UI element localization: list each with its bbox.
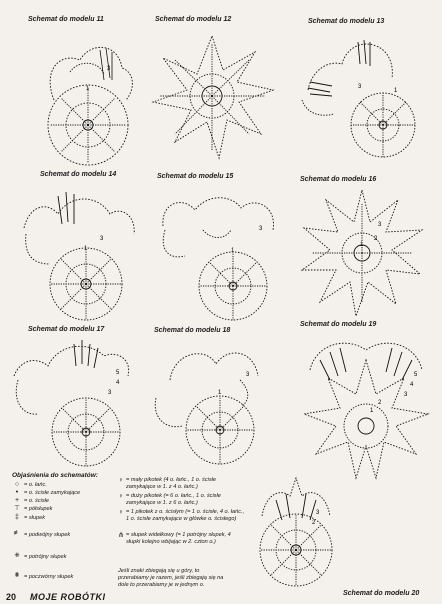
half-double-icon: ⊤ <box>13 505 21 512</box>
mark-17-4: 4 <box>116 380 120 386</box>
legend-item: = o. łańc. <box>24 482 47 488</box>
mark-19-5: 5 <box>414 372 418 378</box>
legend-title: Objaśnienia do schematów: <box>12 472 98 479</box>
legend-item: = o. ścisłe <box>24 498 50 504</box>
legend-item: = potrójny słupek <box>24 554 67 560</box>
crochet-diagram-19 <box>296 330 436 490</box>
legend-item: = poczwórny słupek <box>24 574 74 580</box>
crochet-diagram-11 <box>30 30 142 168</box>
caption-model-11: Schemat do modelu 11 <box>28 16 104 23</box>
caption-model-17: Schemat do modelu 17 <box>28 326 105 333</box>
crochet-diagram-15 <box>155 186 285 324</box>
mark-20-3: 3 <box>316 510 320 516</box>
mark-13-1: 1 <box>394 88 398 94</box>
chain-icon: ○ <box>14 481 20 488</box>
crochet-diagram-17 <box>8 336 138 470</box>
mark-11-1: 1 <box>86 86 90 92</box>
mark-19-3: 3 <box>404 392 408 398</box>
triple-crochet-icon: ⧺ <box>14 552 20 559</box>
mark-18-1: 1 <box>218 390 222 396</box>
caption-model-15: Schemat do modelu 15 <box>157 173 234 180</box>
crochet-diagram-13 <box>298 30 430 160</box>
mark-11-3: 3 <box>107 66 111 72</box>
mark-17-5: 5 <box>116 370 120 376</box>
legend-item: = 1 pikotek z o. ścisłym (= 1 o. ścisłe, 4 o. łańc., 1 o. ścisłe zamykające w główke o. ścisłego) <box>126 509 245 522</box>
slip-stitch-icon: • <box>15 489 19 496</box>
legend-note: Jeśli znaki zbiegają się u góry, to przerabiamy je razem, jeśli zbiegają się na dole to przerabiamy je w jednym o. <box>118 568 224 588</box>
caption-model-12: Schemat do modelu 12 <box>155 16 232 23</box>
mark-18-3: 3 <box>246 372 250 378</box>
caption-model-20: Schemat do modelu 20 <box>343 590 420 597</box>
crochet-diagram-14 <box>18 184 146 324</box>
legend-item: = o. ścisłe zamykające <box>24 490 81 496</box>
mark-14-3: 3 <box>100 236 104 242</box>
mark-19-4: 4 <box>410 382 414 388</box>
mark-14-1: 1 <box>84 246 88 252</box>
small-picot-icon: ♀ <box>118 477 124 484</box>
caption-model-14: Schemat do modelu 14 <box>40 171 117 178</box>
caption-model-18: Schemat do modelu 18 <box>154 327 231 334</box>
magazine-brand: MOJE ROBÓTKI <box>30 592 106 602</box>
crochet-diagram-18 <box>150 340 280 470</box>
crochet-diagram-16 <box>296 186 428 320</box>
double-crochet-icon: ‡ <box>15 514 19 521</box>
mark-16-3: 3 <box>378 222 382 228</box>
caption-model-13: Schemat do modelu 13 <box>308 18 385 25</box>
mark-16-1: 1 <box>360 242 364 248</box>
mark-16-2: 2 <box>374 236 378 242</box>
legend-item: = podwójny słupek <box>24 532 71 538</box>
mark-17-3: 3 <box>108 390 112 396</box>
legend-item: = półsłupek <box>24 506 53 512</box>
picot-single-icon: ♀ <box>118 509 124 516</box>
crochet-diagram-12 <box>145 30 280 165</box>
legend-item: = słupek <box>24 515 45 521</box>
mark-15-1: 1 <box>231 248 235 254</box>
large-picot-icon: ♀ <box>118 493 124 500</box>
legend-item: = mały pikotek (4 o. łańc., 1 o. ścisłe zamykające w 1. z 4 o. łańc.) <box>126 477 217 490</box>
crochet-diagram-20 <box>246 470 346 592</box>
fork-stitch-icon: ⋔ <box>118 532 124 539</box>
mark-19-2: 2 <box>378 400 382 406</box>
page-number: 20 <box>6 592 17 602</box>
mark-13-3: 3 <box>358 84 362 90</box>
mark-20-2: 2 <box>312 520 316 526</box>
legend-item: = słupek widełkowy (= 1 potrójny słupek, 4 słupki kolejno wbijając w 2. czton o.) <box>126 532 231 545</box>
mark-15-3: 3 <box>259 226 263 232</box>
single-crochet-icon: + <box>14 497 20 504</box>
treble-crochet-icon: ≢ <box>13 530 21 537</box>
caption-model-19: Schemat do modelu 19 <box>300 321 377 328</box>
mark-19-1: 1 <box>370 408 374 414</box>
quad-crochet-icon: ⩩ <box>15 572 19 579</box>
caption-model-16: Schemat do modelu 16 <box>300 176 377 183</box>
legend-item: = duży pikotek (= 6 o. łańc., 1 o. ścisłe zamykające w 1. z 6 o. łańc.) <box>126 493 221 506</box>
